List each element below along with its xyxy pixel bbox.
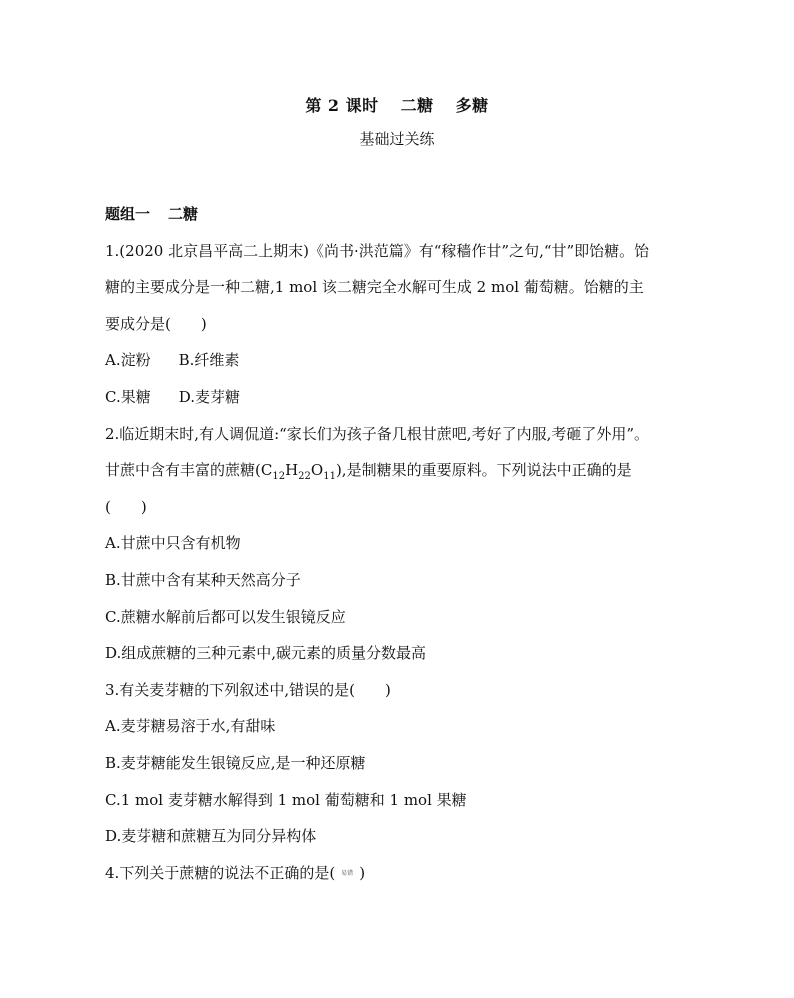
q2-option-b[interactable]: B.甘蔗中含有某种天然高分子 — [105, 570, 301, 589]
q4-stem — [105, 860, 705, 897]
q1-line-3 — [105, 311, 705, 348]
q3-stem — [105, 677, 705, 714]
q1-options-ab — [105, 347, 705, 384]
q1-options-cd — [105, 384, 705, 421]
section-heading — [105, 201, 705, 238]
q2-line-2 — [105, 457, 705, 494]
q4-stem-text: 4.下列关于蔗糖的说法不正确的是( — [105, 863, 336, 882]
q1-option-b[interactable]: B.纤维素 — [178, 351, 240, 370]
q2-h: H — [285, 461, 299, 480]
page-title — [0, 93, 794, 116]
q4-paren-close: ) — [359, 863, 366, 882]
q3-option-a[interactable]: A.麦芽糖易溶于水,有甜味 — [105, 717, 276, 736]
lesson-label: 第 2 课时 — [305, 96, 379, 115]
q2-option-d[interactable]: D.组成蔗糖的三种元素中,碳元素的质量分数最高 — [105, 644, 427, 663]
q3-option-c[interactable]: C.1 mol 麦芽糖水解得到 1 mol 葡萄糖和 1 mol 果糖 — [105, 790, 467, 809]
q2-text-pre: 甘蔗中含有丰富的蔗糖(C — [105, 461, 273, 480]
q3-paren-close: ) — [384, 680, 391, 699]
q2-option-c[interactable]: C.蔗糖水解前后都可以发生银镜反应 — [105, 607, 346, 626]
q1-option-c[interactable]: C.果糖 — [105, 387, 151, 406]
q1-stem-end: 要成分是( — [105, 314, 171, 333]
q3-stem-text: 3.有关麦芽糖的下列叙述中,错误的是( — [105, 680, 355, 699]
q1-line-2: 糖的主要成分是一种二糖,1 mol 该二糖完全水解可生成 2 mol 葡萄糖。饴糖的主 — [105, 278, 644, 297]
topic-disaccharide: 二糖 — [400, 96, 434, 115]
q1-line-1: 1.(2020 北京昌平高二上期末)《尚书·洪范篇》有“稼穑作甘”之句,“甘”即饴糖。饴 — [105, 241, 650, 260]
q1-option-a[interactable]: A.淀粉 — [105, 351, 151, 370]
q1-option-d[interactable]: D.麦芽糖 — [178, 387, 240, 406]
q2-sub-h: 22 — [298, 471, 311, 483]
q2-text-post: ),是制糖果的重要原料。下列说法中正确的是 — [335, 461, 632, 480]
question-list — [105, 201, 705, 896]
q1-paren-close: ) — [200, 314, 207, 333]
q2-o: O — [310, 461, 324, 480]
q2-line-1: 2.临近期末时,有人调侃道:“家长们为孩子备几根甘蔗吧,考好了内服,考砸了外用”。 — [105, 424, 650, 443]
q2-paren-open: ( — [105, 497, 111, 516]
topic-polysaccharide: 多糖 — [455, 96, 489, 115]
q2-sub-c: 12 — [272, 471, 286, 483]
q2-sub-o: 11 — [323, 471, 336, 483]
q3-option-b[interactable]: B.麦芽糖能发生银镜反应,是一种还原糖 — [105, 753, 366, 772]
q3-option-d[interactable]: D.麦芽糖和蔗糖互为同分异构体 — [105, 827, 317, 846]
page-subtitle: 基础过关练 — [359, 130, 435, 148]
q2-answer-paren — [105, 494, 705, 531]
section-name: 二糖 — [168, 205, 199, 223]
section-label: 题组一 — [105, 205, 151, 223]
q4-error-prone-tag: 易错 — [341, 869, 354, 877]
q2-option-a[interactable]: A.甘蔗中只含有机物 — [105, 534, 241, 553]
q2-paren-close: ) — [140, 497, 147, 516]
